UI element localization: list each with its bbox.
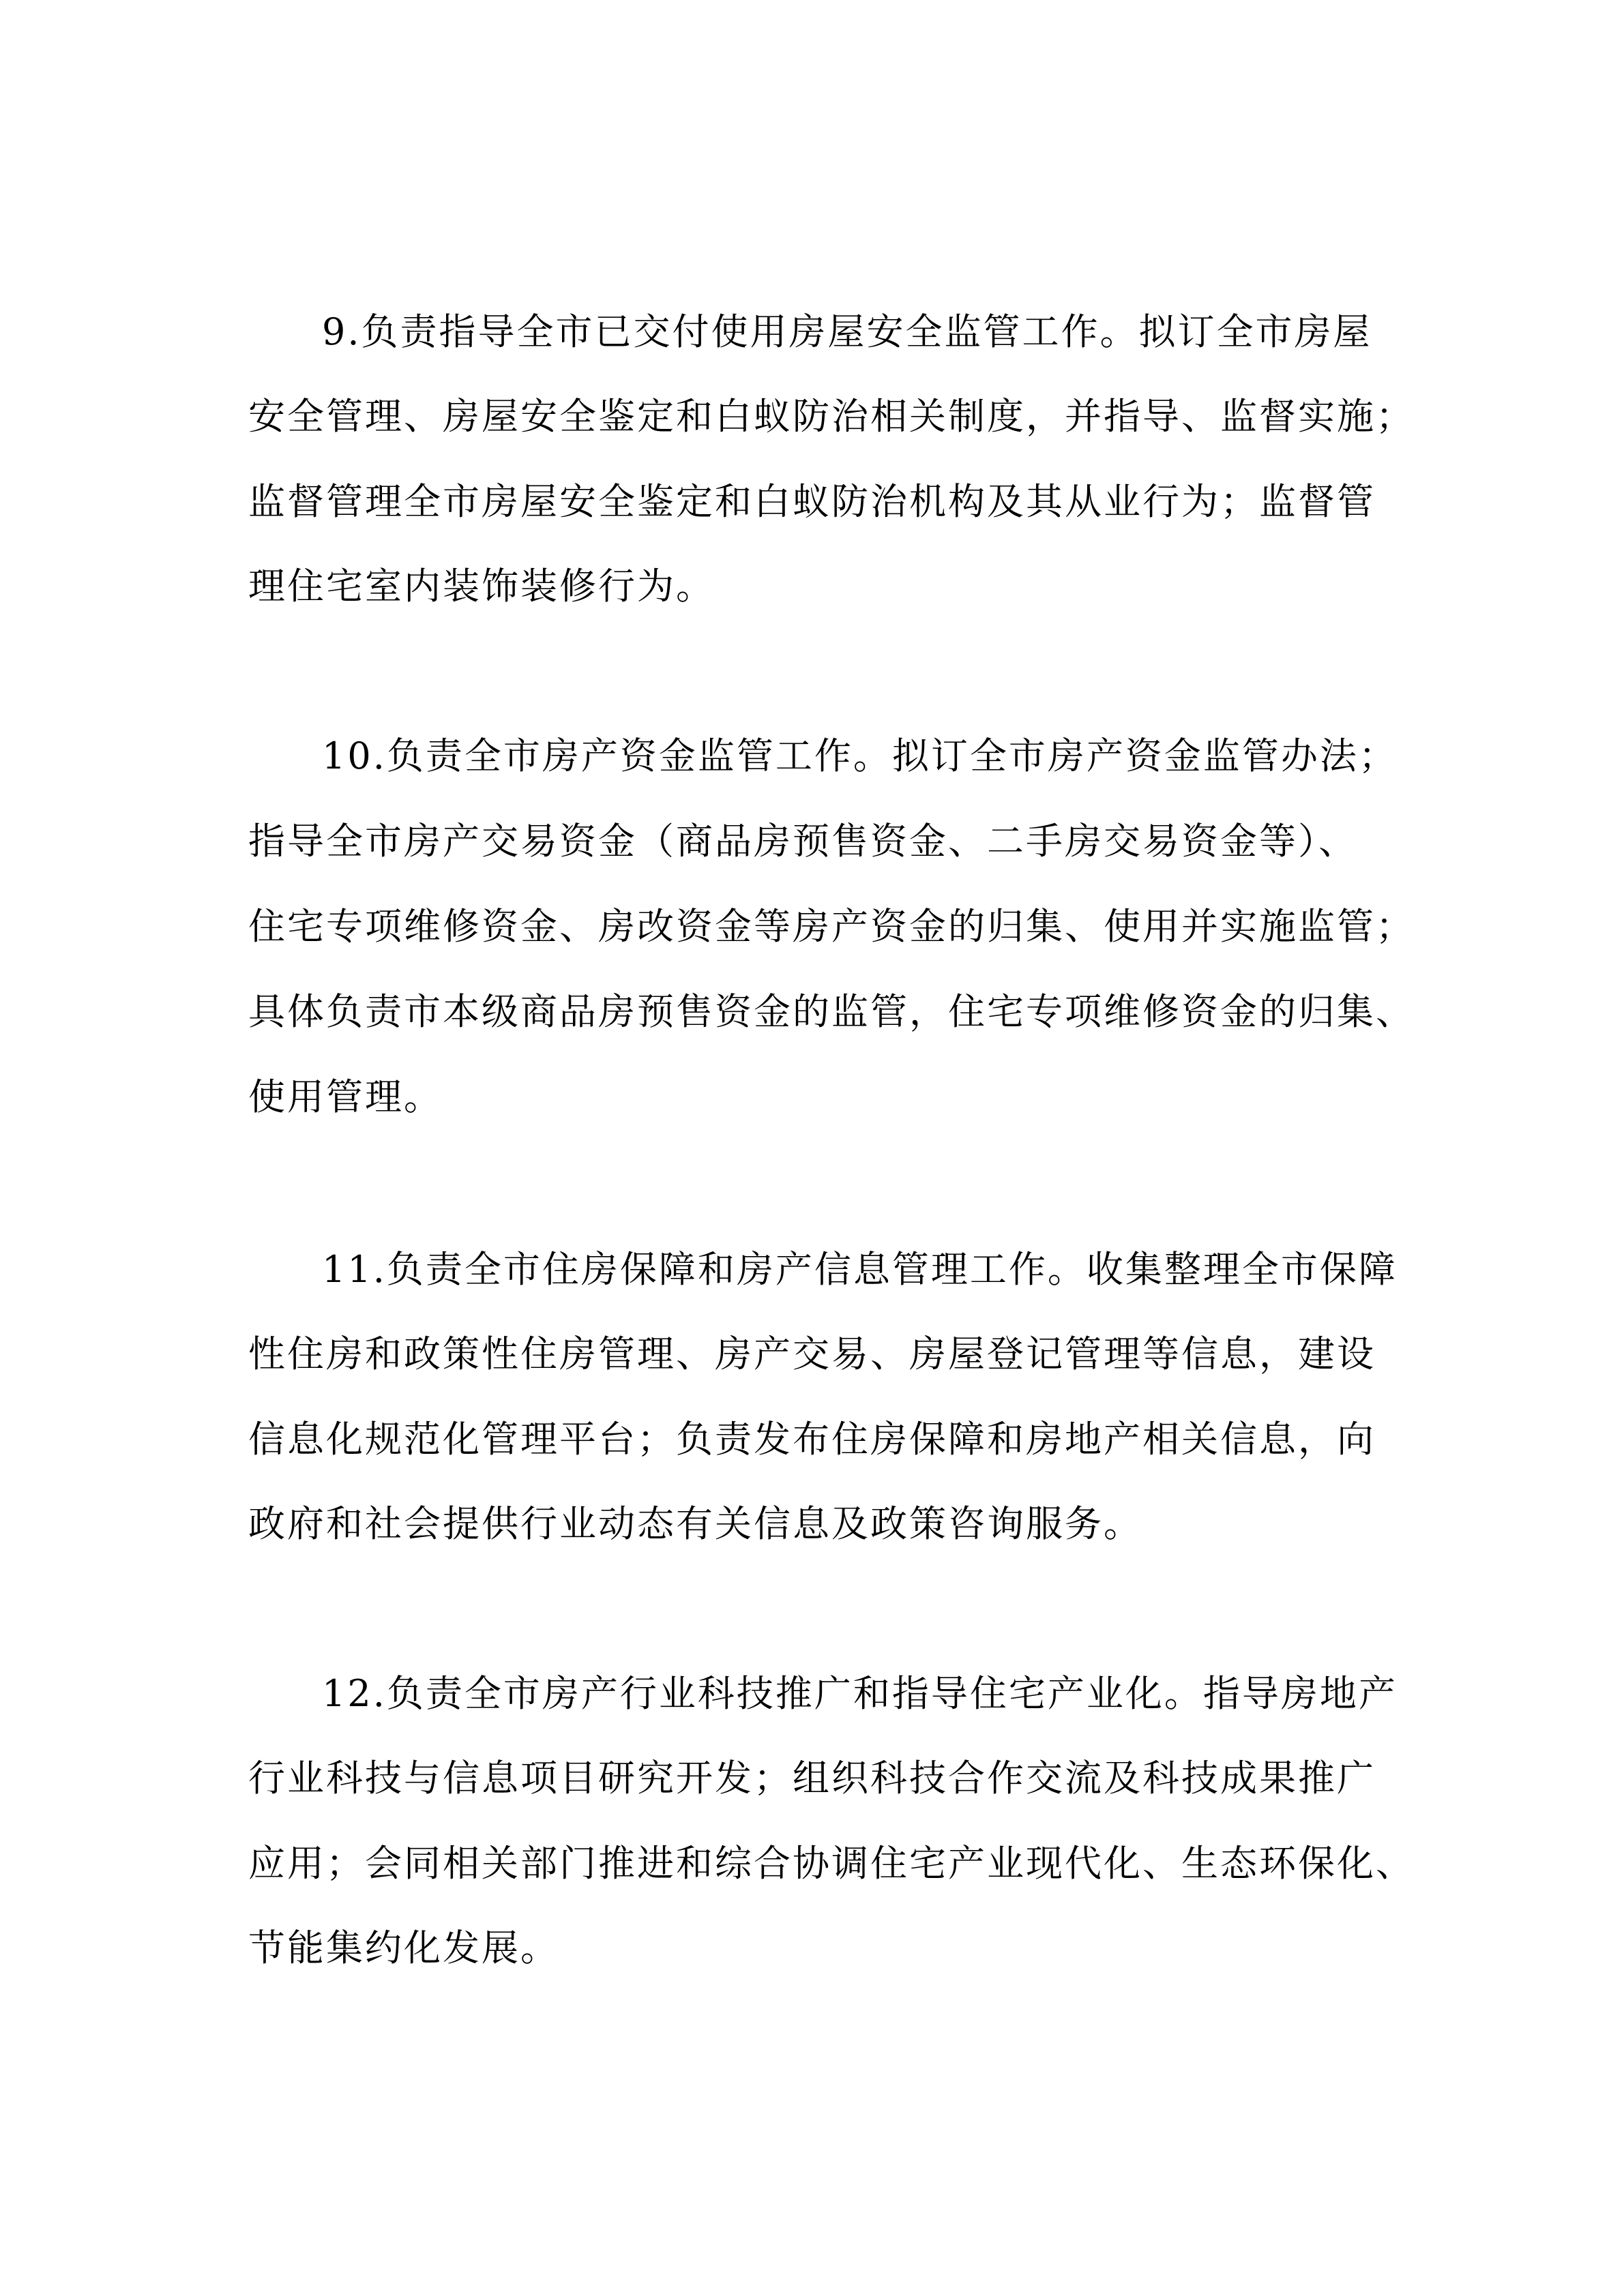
paragraph-line: 政府和社会提供行业动态有关信息及政策咨询服务。 xyxy=(248,1502,1142,1545)
paragraph-line: 12.负责全市房产行业科技推广和指导住宅产业化。指导房地产 xyxy=(322,1672,1398,1715)
paragraph-line: 10.负责全市房产资金监管工作。拟订全市房产资金监管办法； xyxy=(322,734,1398,777)
paragraph-line: 应用；会同相关部门推进和综合协调住宅产业现代化、生态环保化、 xyxy=(248,1842,1415,1885)
paragraph-line: 使用管理。 xyxy=(248,1075,443,1118)
paragraph-line: 节能集约化发展。 xyxy=(248,1926,559,1969)
paragraph-line: 安全管理、房屋安全鉴定和白蚁防治相关制度，并指导、监督实施； xyxy=(248,395,1415,438)
paragraph-line: 行业科技与信息项目研究开发；组织科技合作交流及科技成果推广 xyxy=(248,1757,1376,1800)
paragraph-line: 9.负责指导全市已交付使用房屋安全监管工作。拟订全市房屋 xyxy=(322,310,1372,353)
paragraph-line: 理住宅室内装饰装修行为。 xyxy=(248,565,715,608)
paragraph-line: 具体负责市本级商品房预售资金的监管，住宅专项维修资金的归集、 xyxy=(248,990,1415,1033)
paragraph-line: 性住房和政策性住房管理、房产交易、房屋登记管理等信息，建设 xyxy=(248,1332,1376,1375)
paragraph-line: 指导全市房产交易资金（商品房预售资金、二手房交易资金等）、 xyxy=(248,820,1357,863)
paragraph-line: 11.负责全市住房保障和房产信息管理工作。收集整理全市保障 xyxy=(322,1248,1398,1291)
paragraph-line: 住宅专项维修资金、房改资金等房产资金的归集、使用并实施监管； xyxy=(248,905,1415,948)
paragraph-line: 监督管理全市房屋安全鉴定和白蚁防治机构及其从业行为；监督管 xyxy=(248,480,1376,523)
paragraph-line: 信息化规范化管理平台；负责发布住房保障和房地产相关信息，向 xyxy=(248,1418,1376,1461)
